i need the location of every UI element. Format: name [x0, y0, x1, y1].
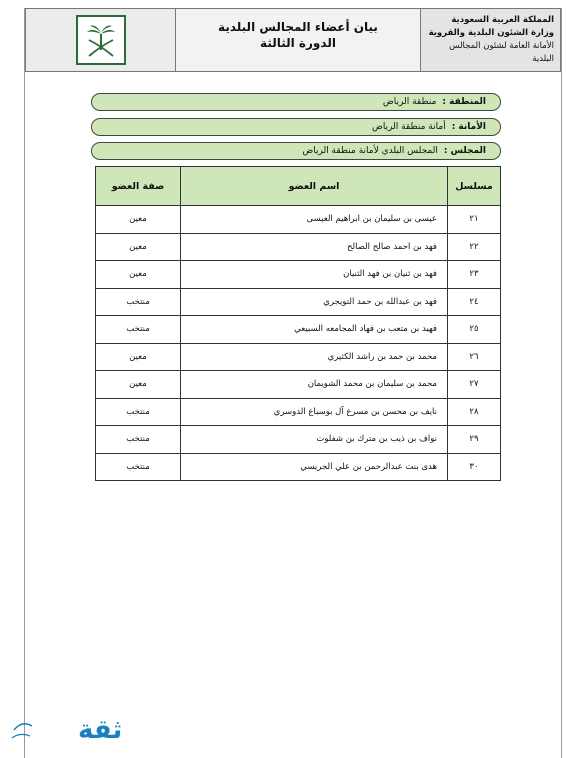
serial-cell: ٢٧	[448, 371, 501, 399]
org-line-secretariat: الأمانة العامة لشئون المجالس البلدية	[449, 41, 554, 64]
document-header	[25, 8, 561, 72]
role-cell: معين	[96, 261, 181, 289]
role-cell: منتخب	[96, 398, 181, 426]
council-label: المجلس :	[443, 146, 486, 156]
members-table	[95, 166, 501, 481]
serial-header: مسلسل	[448, 167, 501, 206]
table-row	[96, 371, 501, 399]
name-header: اسم العضو	[181, 167, 448, 206]
name-cell: نواف بن ذيب بن مترك بن شفلوت	[181, 426, 448, 454]
council-field	[91, 142, 501, 160]
name-cell: هدى بنت عبدالرحمن بن علي الجريسي	[181, 453, 448, 481]
council-value: المجلس البلدي لأمانة منطقة الرياض	[302, 146, 438, 156]
table-row	[96, 398, 501, 426]
role-header: صفة العضو	[96, 167, 181, 206]
saudi-emblem-icon	[76, 15, 126, 65]
serial-cell: ٣٠	[448, 453, 501, 481]
name-cell: محمد بن حمد بن راشد الكثيري	[181, 343, 448, 371]
role-cell: معين	[96, 206, 181, 234]
serial-cell: ٢٨	[448, 398, 501, 426]
region-value: منطقة الرياض	[382, 97, 437, 107]
document-subtitle: الدورة الثالثة	[260, 36, 336, 50]
name-cell: نايف بن محسن بن مسرع آل بوسباع الدوسري	[181, 398, 448, 426]
table-header-row	[96, 167, 501, 206]
serial-cell: ٢٥	[448, 316, 501, 344]
role-cell: منتخب	[96, 316, 181, 344]
table-row	[96, 343, 501, 371]
region-field	[91, 93, 501, 111]
role-cell: منتخب	[96, 426, 181, 454]
serial-cell: ٢٣	[448, 261, 501, 289]
amanah-field	[91, 118, 501, 136]
region-label: المنطقة :	[442, 97, 486, 107]
name-cell: فهيد بن متعب بن فهاد المجامعه السبيعي	[181, 316, 448, 344]
name-cell: فهد بن عبدالله بن حمد التويجري	[181, 288, 448, 316]
table-row	[96, 426, 501, 454]
table-row	[96, 206, 501, 234]
role-cell: منتخب	[96, 453, 181, 481]
name-cell: محمد بن سليمان بن محمد الشويمان	[181, 371, 448, 399]
header-org-cell	[421, 9, 560, 71]
amanah-value: أمانة منطقة الرياض	[371, 122, 446, 132]
serial-cell: ٢٢	[448, 233, 501, 261]
role-cell: منتخب	[96, 288, 181, 316]
table-row	[96, 316, 501, 344]
site-logo-icon	[8, 704, 123, 750]
header-title-cell	[176, 9, 421, 71]
table-row	[96, 261, 501, 289]
document-page	[24, 8, 562, 758]
site-logo-text: ثقة	[78, 715, 123, 745]
table-row	[96, 233, 501, 261]
name-cell: فهد بن ثنيان بن فهد الثنيان	[181, 261, 448, 289]
serial-cell: ٢١	[448, 206, 501, 234]
role-cell: معين	[96, 371, 181, 399]
org-line-country: المملكة العربية السعودية	[451, 15, 554, 25]
table-row	[96, 288, 501, 316]
org-line-ministry: وزارة الشئون البلدية والقروية	[428, 28, 554, 38]
role-cell: معين	[96, 343, 181, 371]
amanah-label: الأمانة :	[451, 122, 486, 132]
role-cell: معين	[96, 233, 181, 261]
serial-cell: ٢٦	[448, 343, 501, 371]
name-cell: عيسى بن سليمان بن ابراهيم العيسى	[181, 206, 448, 234]
header-logo-cell	[26, 9, 176, 71]
table-row	[96, 453, 501, 481]
name-cell: فهد بن احمد صالح الصالح	[181, 233, 448, 261]
document-title: بيان أعضاء المجالس البلدية	[218, 20, 378, 34]
serial-cell: ٢٩	[448, 426, 501, 454]
serial-cell: ٢٤	[448, 288, 501, 316]
